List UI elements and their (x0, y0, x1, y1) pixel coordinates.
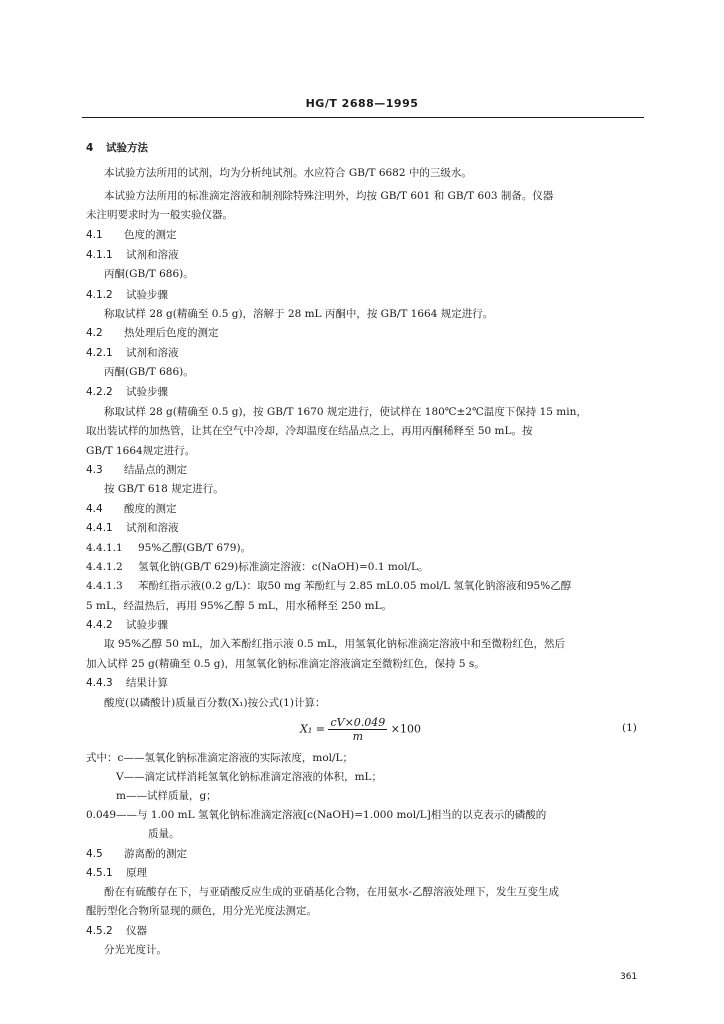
section-4-1-1-heading (86, 248, 179, 262)
section-title: 仪器 (126, 925, 147, 937)
page-number: 361 (620, 972, 638, 982)
section-4-4-1-1-item (86, 541, 251, 555)
variable-definition: 质量。 (148, 828, 180, 840)
section-title: 试剂和溶液 (126, 522, 179, 534)
formula-numerator: cV×0.049 (330, 716, 386, 729)
item-text: 95%乙醇(GB/T 679)。 (138, 542, 252, 554)
section-4-heading (86, 141, 148, 155)
paragraph: 本试验方法所用的试剂，均为分析纯试剂。水应符合 GB/T 6682 中的三级水。 (104, 167, 472, 179)
paragraph: GB/T 1664规定进行。 (86, 445, 196, 457)
section-number: 4.5 (86, 848, 103, 860)
section-title: 试验步骤 (126, 386, 168, 398)
paragraph: 称取试样 28 g(精确至 0.5 g)，按 GB/T 1670 规定进行，使试样在 180℃±2℃温度下保持 15 min， (104, 406, 587, 418)
section-number: 4.3 (86, 464, 103, 476)
section-4-3-heading (86, 463, 187, 477)
formula-denominator: m (352, 730, 364, 743)
section-title: 试验方法 (106, 142, 148, 154)
item-text: 苯酚红指示液(0.2 g/L)：取50 mg 苯酚红与 2.85 mL0.05 mol/L 氢氧化钠溶液和95%乙醇 (138, 580, 572, 592)
variable-definition: m——试样质量，g； (116, 790, 217, 802)
section-number: 4.2.1 (86, 347, 113, 359)
formula-fraction (328, 716, 387, 743)
item-text: 氢氧化钠(GB/T 629)标准滴定溶液：c(NaOH)=0.1 mol/L。 (138, 561, 429, 573)
header-divider (82, 117, 644, 118)
section-title: 游离酚的测定 (124, 848, 187, 860)
formula-rhs: ×100 (390, 722, 421, 736)
variable-definition: 式中：c——氢氧化钠标准滴定溶液的实际浓度，mol/L； (86, 752, 354, 764)
section-number: 4.4.1.1 (86, 542, 123, 554)
section-title: 色度的测定 (124, 229, 177, 241)
section-4-4-3-heading (86, 676, 168, 690)
section-number: 4.5.2 (86, 925, 113, 937)
section-4-2-1-heading (86, 346, 179, 360)
paragraph: 分光光度计。 (104, 944, 167, 956)
paragraph: 未注明要求时为一般实验仪器。 (86, 209, 233, 221)
paragraph: 丙酮(GB/T 686)。 (104, 366, 194, 378)
paragraph: 取 95%乙醇 50 mL，加入苯酚红指示液 0.5 mL，用氢氧化钠标准滴定溶液中和至微粉红色，然后 (104, 638, 565, 650)
section-4-5-1-heading (86, 866, 147, 880)
section-4-4-2-heading (86, 618, 168, 632)
section-title: 热处理后色度的测定 (124, 327, 219, 339)
formula-lhs: X₁ = (300, 722, 325, 736)
variable-definition: 0.049——与 1.00 mL 氢氧化钠标准滴定溶液[c(NaOH)=1.000 mol/L]相当的以克表示的磷酸的 (86, 809, 547, 821)
section-4-4-heading (86, 502, 177, 516)
paragraph: 取出装试样的加热管，让其在空气中冷却，冷却温度在结晶点之上，再用丙酮稀释至 50 mL。按 (86, 425, 533, 437)
section-number: 4.1.1 (86, 249, 113, 261)
section-number: 4.5.1 (86, 867, 113, 879)
section-title: 试验步骤 (126, 289, 168, 301)
paragraph: 称取试样 28 g(精确至 0.5 g)，溶解于 28 mL 丙酮中，按 GB/T 1664 规定进行。 (104, 308, 494, 320)
section-title: 原理 (126, 867, 147, 879)
section-number: 4.4.1.3 (86, 580, 123, 592)
paragraph: 丙酮(GB/T 686)。 (104, 268, 194, 280)
section-4-4-1-3-item (86, 579, 571, 593)
section-title: 结果计算 (126, 677, 168, 689)
section-4-4-1-2-item (86, 560, 428, 574)
section-number: 4.4 (86, 503, 103, 515)
section-title: 试验步骤 (126, 619, 168, 631)
section-4-5-heading (86, 847, 187, 861)
section-title: 试剂和溶液 (126, 249, 179, 261)
section-number: 4.4.1.2 (86, 561, 123, 573)
section-title: 结晶点的测定 (124, 464, 187, 476)
section-4-5-2-heading (86, 924, 147, 938)
paragraph: 醌肟型化合物所显现的颜色，用分光光度法测定。 (86, 905, 317, 917)
section-title: 试剂和溶液 (126, 347, 179, 359)
section-number: 4.4.3 (86, 677, 113, 689)
section-title: 酸度的测定 (124, 503, 177, 515)
section-4-1-heading (86, 228, 177, 242)
section-number: 4 (86, 142, 94, 154)
section-number: 4.1 (86, 229, 103, 241)
section-4-2-heading (86, 326, 219, 340)
section-number: 4.4.2 (86, 619, 113, 631)
paragraph: 按 GB/T 618 规定进行。 (104, 483, 224, 495)
paragraph: 5 mL，经温热后，再用 95%乙醇 5 mL，用水稀释至 250 mL。 (86, 600, 393, 612)
section-4-1-2-heading (86, 288, 168, 302)
section-4-2-2-heading (86, 385, 168, 399)
paragraph: 本试验方法所用的标准滴定溶液和制剂除特殊注明外，均按 GB/T 601 和 GB/T 603 制备。仪器 (104, 190, 554, 202)
section-number: 4.1.2 (86, 289, 113, 301)
paragraph: 加入试样 25 g(精确至 0.5 g)，用氢氧化钠标准滴定溶液滴定至微粉红色，保持 5 s。 (86, 658, 485, 670)
paragraph: 酸度(以磷酸计)质量百分数(X₁)按公式(1)计算： (104, 697, 326, 709)
section-number: 4.2 (86, 327, 103, 339)
section-number: 4.4.1 (86, 522, 113, 534)
acidity-formula (300, 716, 421, 743)
equation-number: (1) (622, 722, 637, 734)
variable-definition: V——滴定试样消耗氢氧化钠标准滴定溶液的体积，mL； (116, 771, 383, 783)
paragraph: 酚在有硫酸存在下，与亚硝酸反应生成的亚硝基化合物，在用氨水-乙醇溶液处理下，发生互变生成 (104, 886, 560, 898)
standard-code-header: HG/T 2688—1995 (305, 97, 419, 110)
section-number: 4.2.2 (86, 386, 113, 398)
section-4-4-1-heading (86, 521, 179, 535)
